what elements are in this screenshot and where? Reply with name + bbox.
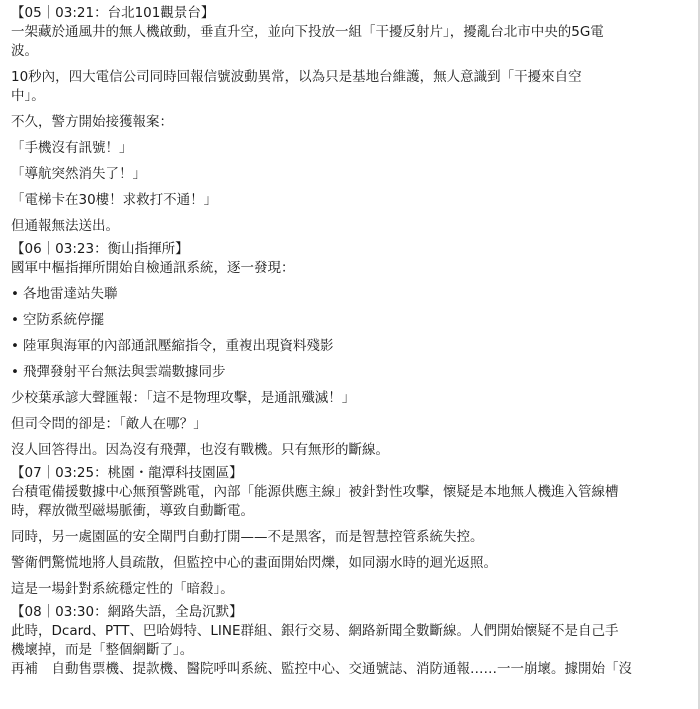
section-08-paragraph-2-partial: 再補 自動售票機、提款機、醫院呼叫系統、監控中心、交通號誌、消防通報……一一崩壞。據開始「沒 <box>11 661 632 677</box>
bullet-icon: • <box>11 364 19 380</box>
section-06-intro: 國軍中樞指揮所開始自檢通訊系統，逐一發現： <box>11 260 295 276</box>
bullet-item <box>11 337 691 356</box>
bullet-item <box>11 285 691 304</box>
section-08-heading: 【08｜03:30：網路失語，全島沉默】 <box>11 604 243 620</box>
section-07-paragraph-4: 這是一場針對系統穩定性的「暗殺」。 <box>11 581 234 597</box>
bullet-item <box>11 311 691 330</box>
section-05-paragraph-1-line-2: 波。 <box>11 43 38 59</box>
section-07-paragraph-2: 同時，另一處園區的安全閘門自動打開——不是黑客，而是智慧控管系統失控。 <box>11 529 484 545</box>
section-05-quote-1: 「手機沒有訊號！」 <box>11 140 133 156</box>
section-05-quote-2: 「導航突然消失了！」 <box>11 166 146 182</box>
bullet-icon: • <box>11 338 19 354</box>
section-06-paragraph-1: 少校葉承諺大聲匯報：「這不是物理攻擊，是通訊殲滅！」 <box>11 390 356 406</box>
section-05-quote-3: 「電梯卡在30樓！求救打不通！」 <box>11 192 218 208</box>
section-07-heading: 【07｜03:25：桃園・龍潭科技園區】 <box>11 465 243 481</box>
bullet-icon: • <box>11 286 19 302</box>
section-07-paragraph-1-line-2: 時，釋放微型磁場脈衝，導致自動斷電。 <box>11 503 254 519</box>
section-06-heading: 【06｜03:23：衡山指揮所】 <box>11 241 189 257</box>
bullet-text: 空防系統停擺 <box>23 312 104 328</box>
bullet-text: 飛彈發射平台無法與雲端數據同步 <box>23 364 226 380</box>
section-05-heading: 【05｜03:21：台北101觀景台】 <box>11 5 215 21</box>
bullet-icon: • <box>11 312 19 328</box>
section-06-paragraph-3: 沒人回答得出。因為沒有飛彈，也沒有戰機。只有無形的斷線。 <box>11 442 389 458</box>
bullet-text: 各地雷達站失聯 <box>23 286 118 302</box>
section-07-paragraph-1-line-1: 台積電備援數據中心無預警跳電，內部「能源供應主線」被針對性攻擊，懷疑是本地無人機進入管線槽 <box>11 484 619 500</box>
article-body <box>11 0 691 679</box>
section-08-paragraph-1-line-1: 此時，Dcard、PTT、巴哈姆特、LINE群組、銀行交易、網路新聞全數斷線。人們開始懷疑不是自己手 <box>11 623 619 639</box>
bullet-item <box>11 363 691 382</box>
section-06-paragraph-2: 但司令問的卻是：「敵人在哪？」 <box>11 416 207 432</box>
section-08-paragraph-1-line-2: 機壞掉，而是「整個網斷了」。 <box>11 642 194 658</box>
section-05-paragraph-4: 但通報無法送出。 <box>11 218 119 234</box>
section-05-paragraph-1-line-1: 一架藏於通風井的無人機啟動，垂直升空，並向下投放一組「干擾反射片」，擾亂台北市中央的5G電 <box>11 24 604 40</box>
bullet-text: 陸軍與海軍的內部通訊壓縮指令，重複出現資料殘影 <box>23 338 334 354</box>
section-05-paragraph-2-line-2: 中」。 <box>11 88 45 104</box>
section-05-paragraph-3: 不久，警方開始接獲報案： <box>11 114 173 130</box>
section-05-paragraph-2-line-1: 10秒內，四大電信公司同時回報信號波動異常，以為只是基地台維護，無人意識到「干擾來自空 <box>11 69 582 85</box>
section-07-paragraph-3: 警衛們驚慌地將人員疏散，但監控中心的畫面開始閃爍，如同溺水時的迴光返照。 <box>11 555 497 571</box>
